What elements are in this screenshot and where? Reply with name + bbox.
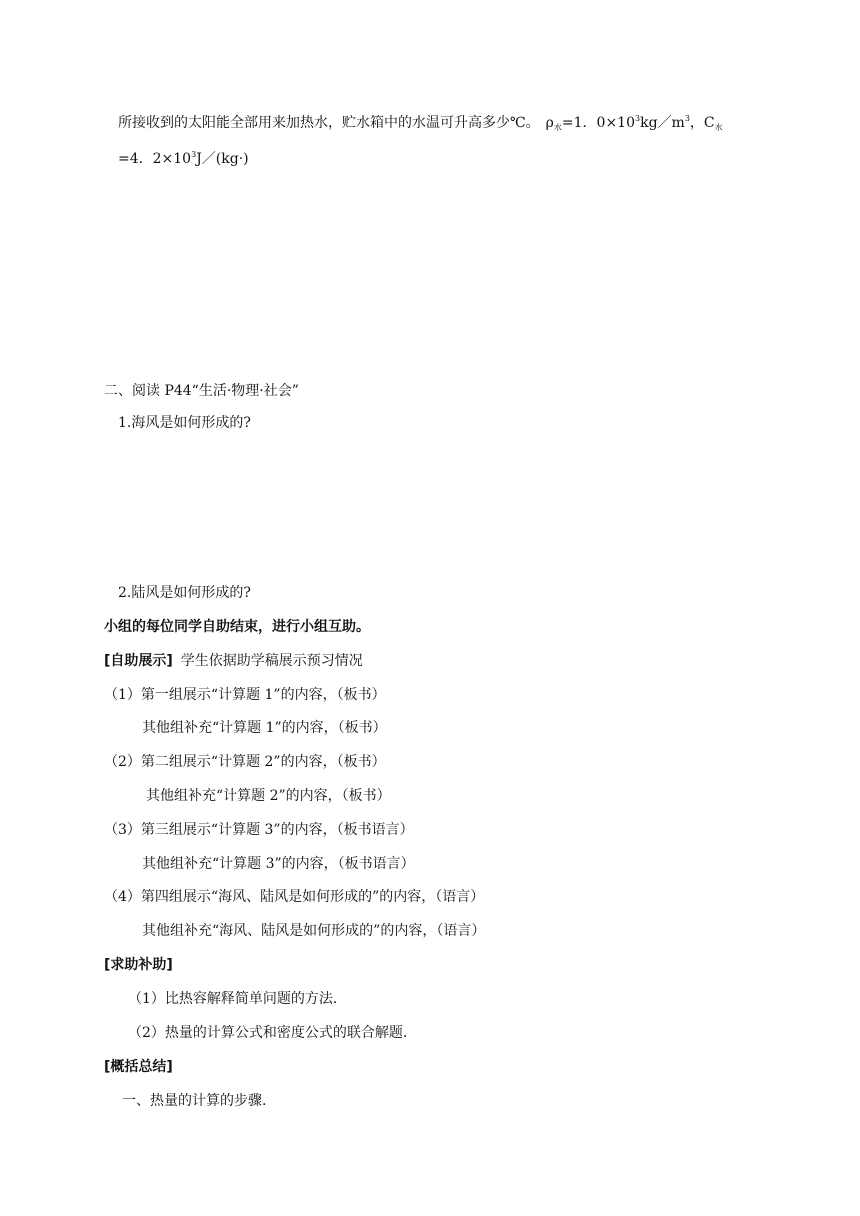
show-item: （3）第三组展示“计算题 3”的内容，（板书语言） bbox=[104, 822, 414, 838]
show-item: （1）第一组展示“计算题 1”的内容，（板书） bbox=[104, 687, 386, 703]
rho-subscript: 水 bbox=[553, 123, 562, 132]
c-unit: J／(kg·) bbox=[196, 151, 249, 167]
c-subscript: 水 bbox=[714, 123, 723, 132]
show-item: 其他组补充“计算题 2”的内容，（板书） bbox=[146, 788, 391, 804]
c-symbol: ，C bbox=[689, 115, 715, 131]
show-item: （2）第二组展示“计算题 2”的内容，（板书） bbox=[104, 754, 386, 770]
section-heading: 二、阅读 P44“生活·物理·社会” bbox=[104, 383, 299, 399]
c-value: =4．2×10 bbox=[118, 151, 192, 167]
rho-exponent: 3 bbox=[635, 114, 641, 123]
group-note: 小组的每位同学自助结束，进行小组互助。 bbox=[104, 619, 370, 635]
rho-unit-exponent: 3 bbox=[684, 114, 690, 123]
problem-line-1 bbox=[118, 110, 723, 137]
help-tag: [求助补助] bbox=[104, 957, 173, 973]
problem-line-2 bbox=[118, 146, 249, 168]
show-item: （4）第四组展示“海风、陆风是如何形成的”的内容，（语言） bbox=[104, 889, 485, 905]
self-show-line bbox=[104, 652, 363, 670]
show-item: 其他组补充“计算题 1”的内容，（板书） bbox=[142, 720, 387, 736]
c-exponent: 3 bbox=[191, 150, 197, 159]
help-item: （1）比热容解释简单问题的方法. bbox=[128, 991, 338, 1007]
question-2: 2.陆风是如何形成的? bbox=[118, 585, 251, 601]
summary-tag: [概括总结] bbox=[104, 1059, 173, 1075]
show-item: 其他组补充“海风、陆风是如何形成的”的内容，（语言） bbox=[142, 923, 486, 939]
help-item: （2）热量的计算公式和密度公式的联合解题. bbox=[128, 1025, 408, 1041]
question-1: 1.海风是如何形成的? bbox=[118, 415, 251, 431]
self-show-text: 学生依据助学稿展示预习情况 bbox=[180, 653, 363, 669]
problem-text: 所接收到的太阳能全部用来加热水，贮水箱中的水温可升高多少℃。 bbox=[118, 115, 540, 131]
summary-item: 一、热量的计算的步骤. bbox=[122, 1093, 267, 1109]
rho-value: =1．0×10 bbox=[561, 115, 635, 131]
rho-unit: kg／m bbox=[640, 115, 685, 131]
show-item: 其他组补充“计算题 3”的内容，（板书语言） bbox=[142, 856, 415, 872]
self-show-tag: [自助展示] bbox=[104, 653, 173, 669]
rho-symbol: ρ bbox=[545, 115, 554, 131]
